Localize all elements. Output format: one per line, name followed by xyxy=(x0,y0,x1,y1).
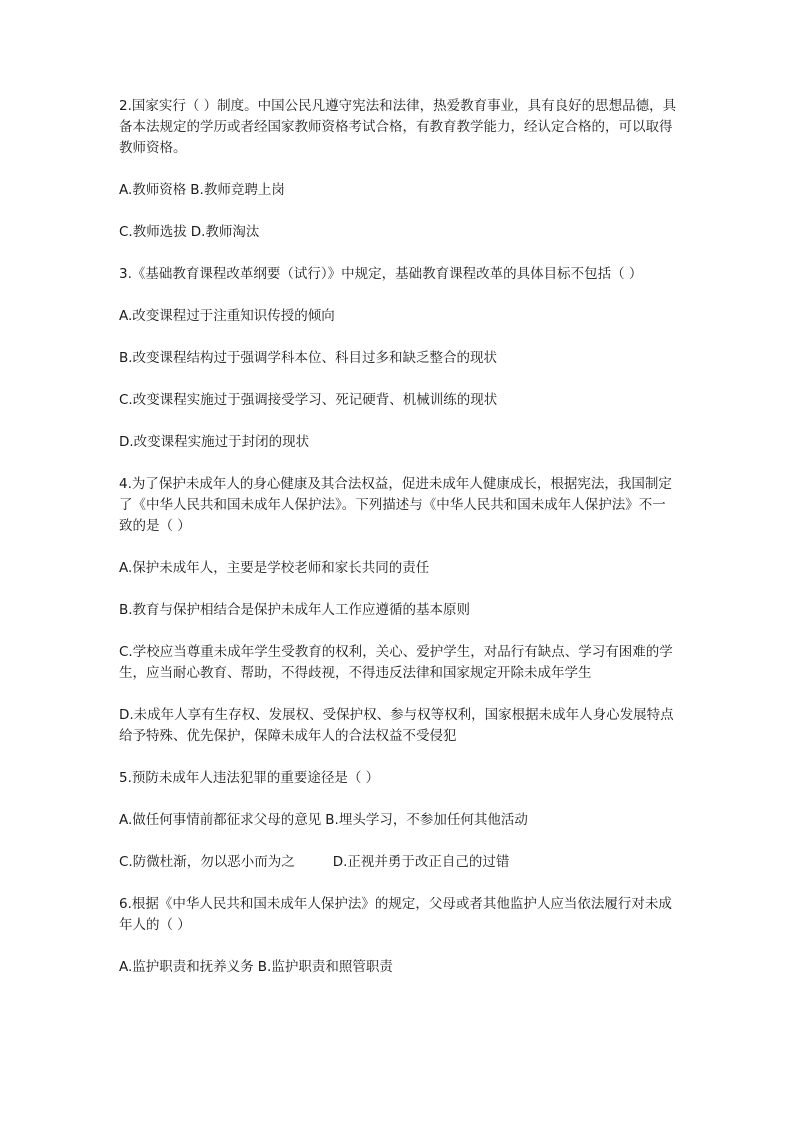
question-4-stem: 4.为了保护未成年人的身心健康及其合法权益，促进未成年人健康成长，根据宪法，我国制定了《中华人民共和国未成年人保护法》。下列描述与《中华人民共和国未成年人保护法》不一致的是（ ） xyxy=(119,476,672,534)
question-2-stem: 2.国家实行（ ）制度。中国公民凡遵守宪法和法律，热爱教育事业，具有良好的思想品德，具备本法规定的学历或者经国家教师资格考试合格，有教育教学能力，经认定合格的，可以取得教师资格。 xyxy=(119,98,677,156)
question-5-options-row-1 xyxy=(119,810,679,831)
question-3-option-a: A.改变课程过于注重知识传授的倾向 xyxy=(119,308,335,324)
question-5-options-row-2 xyxy=(119,852,679,873)
option-b: B.监护职责和照管职责 xyxy=(257,959,393,975)
option-a: A.监护职责和抚养义务 xyxy=(119,959,254,975)
option-c: C.教师选拔 xyxy=(119,224,187,240)
question-2-options-row-2 xyxy=(119,222,679,243)
option-a: A.教师资格 xyxy=(119,182,187,198)
option-d: D.正视并勇于改正自己的过错 xyxy=(332,854,510,870)
question-2-options-row-1 xyxy=(119,180,679,201)
option-b: B.埋头学习，不参加任何其他活动 xyxy=(325,812,528,828)
question-6-options-row-1 xyxy=(119,957,679,978)
question-3-option-d: D.改变课程实施过于封闭的现状 xyxy=(119,434,310,450)
option-c: C.防微杜渐，勿以恶小而为之 xyxy=(119,854,295,870)
question-3-stem: 3.《基础教育课程改革纲要（试行）》中规定，基础教育课程改革的具体目标不包括（ ） xyxy=(119,266,643,282)
option-b: B.教师竞聘上岗 xyxy=(190,182,285,198)
question-3-option-b: B.改变课程结构过于强调学科本位、科目过多和缺乏整合的现状 xyxy=(119,350,498,366)
option-a: A.做任何事情前都征求父母的意见 xyxy=(119,812,322,828)
question-4-option-b: B.教育与保护相结合是保护未成年人工作应遵循的基本原则 xyxy=(119,602,471,618)
option-d: D.教师淘汰 xyxy=(190,224,260,240)
question-4-option-a: A.保护未成年人，主要是学校老师和家长共同的责任 xyxy=(119,560,430,576)
question-6-stem: 6.根据《中华人民共和国未成年人保护法》的规定，父母或者其他监护人应当依法履行对未成年人的（ ） xyxy=(119,896,672,933)
question-list xyxy=(119,96,679,999)
question-4-option-d: D.未成年人享有生存权、发展权、受保护权、参与权等权利，国家根据未成年人身心发展特点给予特殊、优先保护，保障未成年人的合法权益不受侵犯 xyxy=(119,707,674,744)
question-4-option-c: C.学校应当尊重未成年学生受教育的权利，关心、爱护学生，对品行有缺点、学习有困难的学生，应当耐心教育、帮助，不得歧视，不得违反法律和国家规定开除未成年学生 xyxy=(119,644,673,681)
question-5-stem: 5.预防未成年人违法犯罪的重要途径是（ ） xyxy=(119,770,380,786)
question-3-option-c: C.改变课程实施过于强调接受学习、死记硬背、机械训练的现状 xyxy=(119,392,498,408)
